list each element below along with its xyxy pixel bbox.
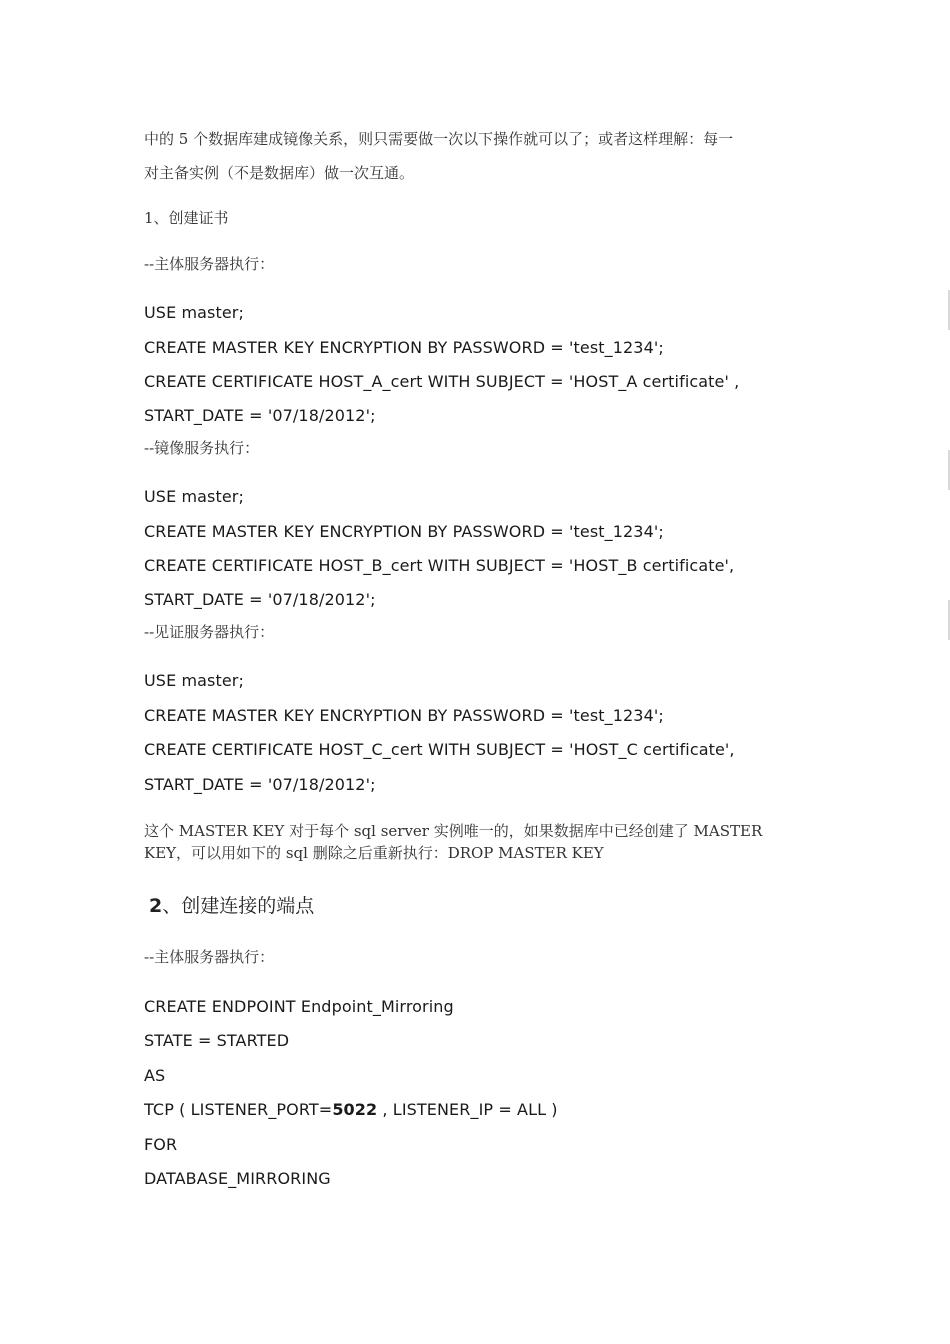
tcp-line: [144, 1099, 558, 1121]
as-line: AS: [144, 1066, 166, 1085]
witness-create-certificate: CREATE CERTIFICATE HOST_C_cert WITH SUBJECT = 'HOST_C certificate',: [144, 740, 735, 759]
principal-use-master: USE master;: [144, 303, 244, 322]
endpoint-comment: --主体服务器执行：: [144, 948, 275, 966]
master-key-note-line-2: KEY，可以用如下的 sql 删除之后重新执行：DROP MASTER KEY: [144, 844, 604, 862]
witness-start-date: START_DATE = '07/18/2012';: [144, 775, 376, 794]
principal-create-certificate: CREATE CERTIFICATE HOST_A_cert WITH SUBJECT = 'HOST_A certificate' ,: [144, 372, 740, 391]
section-2-number: 2: [149, 895, 163, 917]
witness-comment: --见证服务器执行：: [144, 623, 275, 641]
mirror-comment: --镜像服务执行：: [144, 439, 260, 457]
principal-comment: --主体服务器执行：: [144, 255, 275, 273]
section-2-title: [149, 895, 314, 917]
database-mirroring-line: DATABASE_MIRRORING: [144, 1169, 331, 1188]
tcp-suffix: , LISTENER_IP = ALL ): [377, 1100, 558, 1119]
create-endpoint-line: CREATE ENDPOINT Endpoint_Mirroring: [144, 997, 454, 1016]
state-started-line: STATE = STARTED: [144, 1031, 290, 1050]
intro-line-1: 中的 5 个数据库建成镜像关系，则只需要做一次以下操作就可以了；或者这样理解：每一: [144, 130, 734, 148]
master-key-note-line-1: 这个 MASTER KEY 对于每个 sql server 实例唯一的，如果数据库中已经创建了 MASTER: [144, 822, 763, 840]
principal-start-date: START_DATE = '07/18/2012';: [144, 406, 376, 425]
mirror-create-master-key: CREATE MASTER KEY ENCRYPTION BY PASSWORD = 'test_1234';: [144, 522, 664, 541]
witness-use-master: USE master;: [144, 671, 244, 690]
section-2-title-text: 、创建连接的端点: [162, 895, 315, 917]
principal-create-master-key: CREATE MASTER KEY ENCRYPTION BY PASSWORD = 'test_1234';: [144, 338, 664, 357]
mirror-start-date: START_DATE = '07/18/2012';: [144, 590, 376, 609]
mirror-use-master: USE master;: [144, 487, 244, 506]
tcp-port-value: 5022: [332, 1100, 378, 1119]
mirror-create-certificate: CREATE CERTIFICATE HOST_B_cert WITH SUBJECT = 'HOST_B certificate',: [144, 556, 735, 575]
witness-create-master-key: CREATE MASTER KEY ENCRYPTION BY PASSWORD = 'test_1234';: [144, 706, 664, 725]
tcp-prefix: TCP ( LISTENER_PORT=: [144, 1100, 333, 1119]
intro-line-2: 对主备实例（不是数据库）做一次互通。: [144, 164, 415, 182]
section-1-title: 1、创建证书: [144, 209, 229, 227]
for-line: FOR: [144, 1135, 178, 1154]
